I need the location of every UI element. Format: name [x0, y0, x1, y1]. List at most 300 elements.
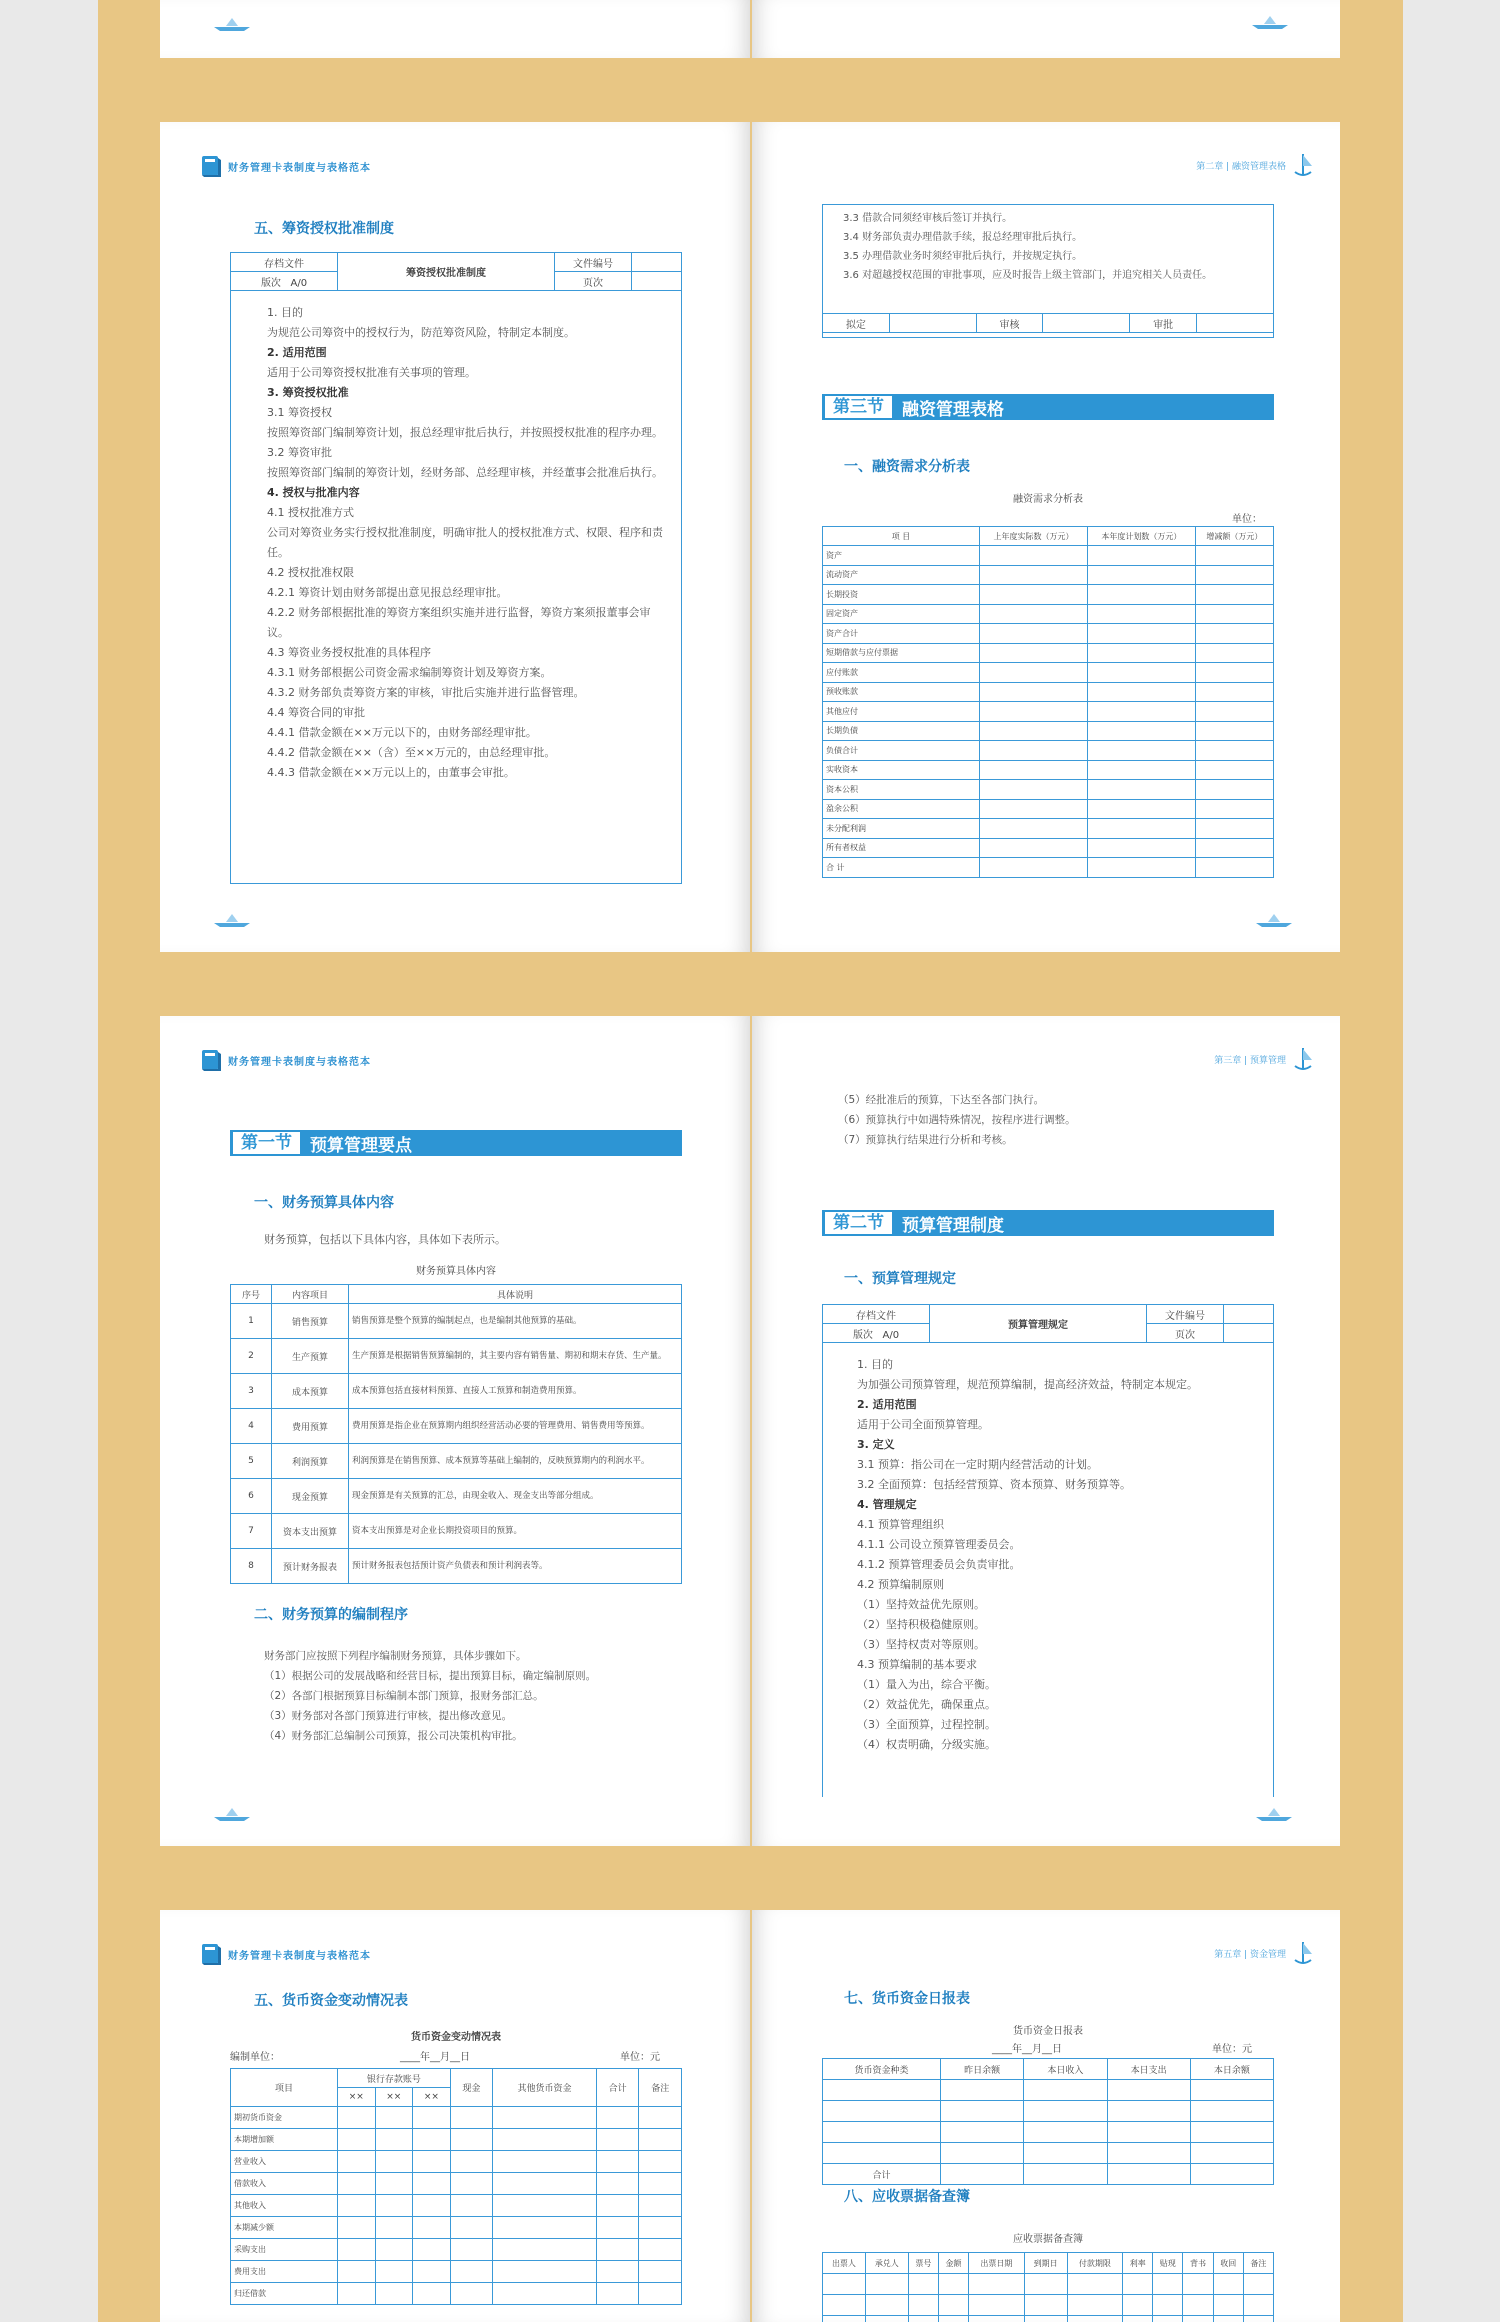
row-label: 长期投资	[823, 585, 980, 605]
value-cell	[1153, 2295, 1183, 2316]
value-cell	[1087, 624, 1195, 644]
value-cell	[1190, 2101, 1273, 2122]
value-cell	[596, 2217, 639, 2239]
table-row	[823, 702, 1274, 722]
table-row	[231, 1339, 682, 1374]
value-cell	[493, 2107, 597, 2129]
text-line: （7）预算执行结果进行分析和考核。	[838, 1134, 1013, 1146]
row-desc: 利润预算是在销售预算、成本预算等基础上编制的，反映预算期内的利润水平。	[349, 1444, 682, 1479]
value-cell	[1213, 2295, 1243, 2316]
text-line: 3.2 全面预算：包括经营预算、资本预算、财务预算等。	[857, 1478, 1131, 1491]
value-cell	[596, 2129, 639, 2151]
continued-text	[843, 209, 1268, 285]
value-cell	[1087, 565, 1195, 585]
value-cell	[980, 858, 1088, 878]
table-row	[823, 838, 1274, 858]
row-item: 销售预算	[272, 1304, 349, 1339]
text-line: （2）坚持积极稳健原则。	[857, 1618, 985, 1631]
value-cell	[1195, 838, 1273, 858]
value-cell	[450, 2173, 493, 2195]
text-line: 公司对筹资业务实行授权批准制度，明确审批人的授权批准方式、权限、程序和责任。	[267, 526, 663, 559]
table-row	[823, 624, 1274, 644]
value-cell	[1024, 2101, 1107, 2122]
row-label: 长期负债	[823, 721, 980, 741]
value-cell	[639, 2283, 682, 2305]
column-header: 具体说明	[349, 1285, 682, 1304]
page-header	[200, 1048, 371, 1072]
intro-text: 财务预算，包括以下具体内容，具体如下表所示。	[264, 1233, 506, 1246]
value-cell	[596, 2261, 639, 2283]
table-row	[823, 2143, 1274, 2164]
table-row	[823, 682, 1274, 702]
text-line: 适用于公司全面预算管理。	[857, 1418, 989, 1431]
table-row	[823, 2080, 1274, 2101]
value-cell	[1195, 643, 1273, 663]
value-cell	[375, 2239, 413, 2261]
table-unit: 单位：元	[1212, 2044, 1252, 2055]
value-cell	[493, 2283, 597, 2305]
page-header-right	[1214, 1940, 1314, 1966]
section-heading: 二、财务预算的编制程序	[254, 1607, 408, 1623]
page-top-left	[160, 0, 750, 58]
regulation-text	[267, 303, 667, 783]
row-item: 生产预算	[272, 1339, 349, 1374]
value-cell	[823, 2316, 866, 2322]
value-cell	[596, 2283, 639, 2305]
value-cell	[980, 546, 1088, 566]
table-date: ____年__月__日	[992, 2044, 1062, 2055]
document-control-table	[822, 1304, 1274, 1343]
value-cell	[980, 741, 1088, 761]
text-line: 财务部门应按照下列程序编制财务预算，具体步骤如下。	[264, 1650, 527, 1662]
row-label: 营业收入	[231, 2151, 338, 2173]
value-cell	[1024, 2122, 1107, 2143]
column-header: 项 目	[823, 527, 980, 546]
text-line: （1）根据公司的发展战略和经营目标，提出预算目标，确定编制原则。	[264, 1670, 597, 1682]
page-budget-system	[752, 1016, 1340, 1846]
value-cell	[865, 2316, 908, 2322]
row-label: 资本公积	[823, 780, 980, 800]
text-line: 3.1 预算：指公司在一定时期内经营活动的计划。	[857, 1458, 1098, 1471]
value-cell	[980, 799, 1088, 819]
table-row	[231, 2217, 682, 2239]
boat-icon	[1254, 1806, 1294, 1822]
value-cell	[375, 2283, 413, 2305]
value-cell	[450, 2283, 493, 2305]
value-cell	[1107, 2164, 1190, 2185]
text-line: 4.4.3 借款金额在××万元以上的，由董事会审批。	[267, 766, 515, 779]
table-row	[823, 2122, 1274, 2143]
value-cell	[493, 2217, 597, 2239]
section-title: 融资管理表格	[902, 399, 1004, 420]
text-line: 按照筹资部门编制筹资计划，报总经理审批后执行，并按照授权批准的程序办理。	[267, 426, 663, 439]
text-line: 4.4.1 借款金额在××万元以下的，由财务部经理审批。	[267, 726, 537, 739]
row-label: 期初货币资金	[231, 2107, 338, 2129]
value-cell	[1024, 2164, 1107, 2185]
row-label: 短期借款与应付票据	[823, 643, 980, 663]
table-row	[823, 565, 1274, 585]
text-line: 4. 授权与批准内容	[267, 486, 360, 499]
value-cell	[375, 2151, 413, 2173]
text-line: 4.3 筹资业务授权批准的具体程序	[267, 646, 431, 659]
table-row	[823, 858, 1274, 878]
value-cell	[1183, 2295, 1213, 2316]
value-cell	[980, 780, 1088, 800]
doc-title: 预算管理规定	[930, 1305, 1147, 1343]
value-cell	[1123, 2295, 1153, 2316]
text-line: 3.5 办理借款业务时须经审批后执行，并按规定执行。	[843, 251, 1083, 262]
text-line: 为加强公司预算管理，规范预算编制，提高经济效益，特制定本规定。	[857, 1378, 1198, 1391]
page-budget-points	[160, 1016, 750, 1846]
value-cell	[1107, 2101, 1190, 2122]
value-cell	[1195, 780, 1273, 800]
book-title: 财务管理卡表制度与表格范本	[228, 1950, 371, 1962]
procedure-text	[264, 1646, 684, 1746]
text-line: 4.1 授权批准方式	[267, 506, 354, 519]
value-cell	[1087, 643, 1195, 663]
book-title: 财务管理卡表制度与表格范本	[228, 1056, 371, 1068]
value-cell	[823, 2274, 866, 2295]
section-banner	[822, 1210, 1274, 1236]
chapter-label: 第三章 | 预算管理	[1214, 1055, 1286, 1066]
row-number: 7	[231, 1514, 272, 1549]
value-cell	[413, 2129, 451, 2151]
row-label: 负债合计	[823, 741, 980, 761]
text-line: （2）效益优先，确保重点。	[857, 1698, 996, 1711]
row-label: 合 计	[823, 858, 980, 878]
value-cell	[413, 2195, 451, 2217]
value-cell	[969, 2295, 1025, 2316]
section-title: 预算管理要点	[310, 1135, 412, 1156]
value-cell	[980, 643, 1088, 663]
value-cell	[1195, 799, 1273, 819]
table-row	[231, 1304, 682, 1339]
value-cell	[338, 2283, 376, 2305]
header-row	[231, 1285, 682, 1304]
header-row	[823, 527, 1274, 546]
column-header: 背书	[1183, 2253, 1213, 2274]
row-label: 实收资本	[823, 760, 980, 780]
value-cell	[596, 2151, 639, 2173]
value-cell	[413, 2151, 451, 2173]
value-cell	[1195, 546, 1273, 566]
value-cell	[1087, 546, 1195, 566]
value-cell	[1107, 2122, 1190, 2143]
text-line: 3.1 筹资授权	[267, 406, 332, 419]
value-cell	[639, 2261, 682, 2283]
header-row	[823, 2253, 1274, 2274]
value-cell	[1107, 2080, 1190, 2101]
value-cell	[413, 2261, 451, 2283]
column-header: 备注	[1243, 2253, 1273, 2274]
text-line: 4.3.1 财务部根据公司资金需求编制筹资计划及筹资方案。	[267, 666, 552, 679]
text-line: 4.2 授权批准权限	[267, 566, 354, 579]
value-cell	[1213, 2274, 1243, 2295]
value-cell	[338, 2261, 376, 2283]
text-line: （4）权责明确，分级实施。	[857, 1738, 996, 1751]
financing-needs-table	[822, 526, 1274, 878]
value-cell	[413, 2283, 451, 2305]
value-cell	[450, 2195, 493, 2217]
value-cell	[908, 2274, 938, 2295]
value-cell	[639, 2129, 682, 2151]
budget-content-table	[230, 1284, 682, 1584]
value-cell	[1153, 2274, 1183, 2295]
value-cell	[1213, 2316, 1243, 2322]
table-row	[231, 1444, 682, 1479]
text-line: 3.6 对超越授权范围的审批事项，应及时报告上级主管部门，并追究相关人员责任。	[843, 270, 1213, 281]
column-header: 利率	[1123, 2253, 1153, 2274]
text-line: 4.4 筹资合同的审批	[267, 706, 365, 719]
page-header	[200, 154, 371, 178]
document-control-table	[230, 252, 682, 291]
row-label: 其他收入	[231, 2195, 338, 2217]
value-cell	[1195, 585, 1273, 605]
column-header: 项目	[231, 2069, 338, 2107]
value-cell	[338, 2129, 376, 2151]
sign-row	[822, 313, 1274, 333]
table-row	[231, 1374, 682, 1409]
value-cell	[1195, 819, 1273, 839]
total-label: 合计	[823, 2164, 941, 2185]
value-cell	[865, 2274, 908, 2295]
value-cell	[1087, 702, 1195, 722]
value-cell	[596, 2173, 639, 2195]
value-cell	[338, 2195, 376, 2217]
page-header-right	[1214, 1046, 1314, 1072]
table-row	[823, 2316, 1274, 2322]
row-number: 6	[231, 1479, 272, 1514]
value-cell	[338, 2107, 376, 2129]
page-cash-daily	[752, 1910, 1340, 2322]
value-cell	[1195, 682, 1273, 702]
text-line: 4.3.2 财务部负责筹资方案的审核，审批后实施并进行监督管理。	[267, 686, 585, 699]
page-financing-tables	[752, 122, 1340, 952]
text-line: （3）全面预算，过程控制。	[857, 1718, 996, 1731]
row-label: 其他应付	[823, 702, 980, 722]
regulation-frame	[230, 252, 682, 884]
book-icon	[200, 154, 222, 178]
value-cell	[1195, 760, 1273, 780]
row-label: 所有者权益	[823, 838, 980, 858]
column-subheader: ××	[338, 2088, 376, 2107]
value-cell	[338, 2239, 376, 2261]
value-cell	[1190, 2143, 1273, 2164]
value-cell	[450, 2261, 493, 2283]
value-cell	[1195, 721, 1273, 741]
row-desc: 预计财务报表包括预计资产负债表和预计利润表等。	[349, 1549, 682, 1584]
value-cell	[1087, 799, 1195, 819]
value-cell	[823, 2143, 941, 2164]
row-desc: 销售预算是整个预算的编制起点，也是编制其他预算的基础。	[349, 1304, 682, 1339]
value-cell	[596, 2195, 639, 2217]
doc-version: 版次 A/0	[823, 1324, 930, 1343]
value-cell	[941, 2080, 1024, 2101]
text-line: 4.1 预算管理组织	[857, 1518, 944, 1531]
table-row	[823, 780, 1274, 800]
text-line: （1）量入为出，综合平衡。	[857, 1678, 996, 1691]
column-header: 票号	[908, 2253, 938, 2274]
value-cell	[375, 2195, 413, 2217]
section-heading: 五、筹资授权批准制度	[254, 221, 394, 237]
row-number: 3	[231, 1374, 272, 1409]
value-cell	[1087, 721, 1195, 741]
value-cell	[1087, 760, 1195, 780]
book-icon	[200, 1048, 222, 1072]
text-line: （2）各部门根据预算目标编制本部门预算，报财务部汇总。	[264, 1690, 544, 1702]
page-cash-change	[160, 1910, 750, 2322]
text-line: （3）财务部对各部门预算进行审核，提出修改意见。	[264, 1710, 513, 1722]
doc-number-label: 文件编号	[555, 253, 632, 272]
table-row	[231, 2239, 682, 2261]
value-cell	[980, 838, 1088, 858]
value-cell	[1107, 2143, 1190, 2164]
value-cell	[450, 2239, 493, 2261]
page-header	[200, 1942, 371, 1966]
value-cell	[375, 2261, 413, 2283]
value-cell	[980, 819, 1088, 839]
value-cell	[639, 2239, 682, 2261]
value-cell	[1153, 2316, 1183, 2322]
value-cell	[1067, 2316, 1123, 2322]
row-desc: 费用预算是指企业在预算期内组织经营活动必要的管理费用、销售费用等预算。	[349, 1409, 682, 1444]
value-cell	[493, 2173, 597, 2195]
value-cell	[1087, 780, 1195, 800]
value-cell	[980, 565, 1088, 585]
value-cell	[1024, 2080, 1107, 2101]
table-row	[823, 546, 1274, 566]
column-header: 承兑人	[865, 2253, 908, 2274]
value-cell	[338, 2173, 376, 2195]
value-cell	[450, 2217, 493, 2239]
value-cell	[413, 2239, 451, 2261]
value-cell	[980, 604, 1088, 624]
book-icon	[200, 1942, 222, 1966]
value-cell	[941, 2122, 1024, 2143]
value-cell	[938, 2295, 968, 2316]
row-desc: 现金预算是有关预算的汇总，由现金收入、现金支出等部分组成。	[349, 1479, 682, 1514]
table-row	[823, 2274, 1274, 2295]
page-top-right	[752, 0, 1340, 58]
value-cell	[1195, 565, 1273, 585]
column-header: 备注	[639, 2069, 682, 2107]
header-row	[823, 2059, 1274, 2080]
page-financing-system	[160, 122, 750, 952]
value-cell	[865, 2295, 908, 2316]
value-cell	[413, 2107, 451, 2129]
row-label: 费用支出	[231, 2261, 338, 2283]
column-header: 序号	[231, 1285, 272, 1304]
value-cell	[941, 2143, 1024, 2164]
column-header: 内容项目	[272, 1285, 349, 1304]
table-row	[823, 741, 1274, 761]
row-label: 采购支出	[231, 2239, 338, 2261]
value-cell	[375, 2217, 413, 2239]
table-row	[823, 760, 1274, 780]
row-number: 5	[231, 1444, 272, 1479]
row-label: 本期减少额	[231, 2217, 338, 2239]
value-cell	[1067, 2274, 1123, 2295]
value-cell	[639, 2217, 682, 2239]
column-header: 付款期限	[1067, 2253, 1123, 2274]
row-label: 归还借款	[231, 2283, 338, 2305]
section-heading: 一、预算管理规定	[844, 1271, 956, 1287]
column-header: 贴现	[1153, 2253, 1183, 2274]
row-label: 预收账款	[823, 682, 980, 702]
table-row	[823, 2295, 1274, 2316]
section-heading: 一、融资需求分析表	[844, 459, 970, 475]
table-row	[231, 1479, 682, 1514]
table-row	[231, 1549, 682, 1584]
column-header: 上年度实际数（万元）	[980, 527, 1088, 546]
value-cell	[493, 2261, 597, 2283]
value-cell	[1067, 2295, 1123, 2316]
value-cell	[1195, 604, 1273, 624]
row-item: 费用预算	[272, 1409, 349, 1444]
text-line: 4.1.1 公司设立预算管理委员会。	[857, 1538, 1021, 1551]
section-banner	[822, 394, 1274, 420]
value-cell	[375, 2173, 413, 2195]
section-number: 第二节	[825, 1212, 892, 1234]
value-cell	[823, 2101, 941, 2122]
text-line: 2. 适用范围	[857, 1398, 917, 1411]
row-label: 未分配利润	[823, 819, 980, 839]
row-number: 8	[231, 1549, 272, 1584]
value-cell	[493, 2195, 597, 2217]
table-row	[823, 643, 1274, 663]
doc-number-label: 文件编号	[1147, 1305, 1224, 1324]
value-cell	[823, 2080, 941, 2101]
row-label: 资产	[823, 546, 980, 566]
column-header: 现金	[450, 2069, 493, 2107]
table-row	[231, 2173, 682, 2195]
row-number: 4	[231, 1409, 272, 1444]
value-cell	[1123, 2316, 1153, 2322]
column-header: 本日收入	[1024, 2059, 1107, 2080]
row-label: 借款收入	[231, 2173, 338, 2195]
section-heading: 五、货币资金变动情况表	[254, 1993, 408, 2009]
row-label: 资产合计	[823, 624, 980, 644]
row-label: 流动资产	[823, 565, 980, 585]
value-cell	[1190, 2164, 1273, 2185]
value-cell	[1195, 663, 1273, 683]
value-cell	[338, 2151, 376, 2173]
table-row	[823, 819, 1274, 839]
value-cell	[1087, 604, 1195, 624]
table-unit: 单位：	[1232, 514, 1262, 525]
row-item: 资本支出预算	[272, 1514, 349, 1549]
text-line: 2. 适用范围	[267, 346, 327, 359]
book-title: 财务管理卡表制度与表格范本	[228, 162, 371, 174]
table-caption: 货币资金变动情况表	[411, 2032, 501, 2043]
value-cell	[1183, 2316, 1213, 2322]
row-number: 1	[231, 1304, 272, 1339]
text-line: 3.2 筹资审批	[267, 446, 332, 459]
text-line: （6）预算执行中如遇特殊情况，按程序进行调整。	[838, 1114, 1076, 1126]
text-line: 4.2 预算编制原则	[857, 1578, 944, 1591]
value-cell	[639, 2151, 682, 2173]
text-line: （3）坚持权责对等原则。	[857, 1638, 985, 1651]
sail-icon	[1292, 1940, 1314, 1966]
row-item: 成本预算	[272, 1374, 349, 1409]
section-number: 第一节	[233, 1132, 300, 1154]
section-banner	[230, 1130, 682, 1156]
table-row	[823, 663, 1274, 683]
value-cell	[338, 2217, 376, 2239]
cash-change-table	[230, 2068, 682, 2305]
table-row	[231, 2107, 682, 2129]
value-cell	[908, 2316, 938, 2322]
